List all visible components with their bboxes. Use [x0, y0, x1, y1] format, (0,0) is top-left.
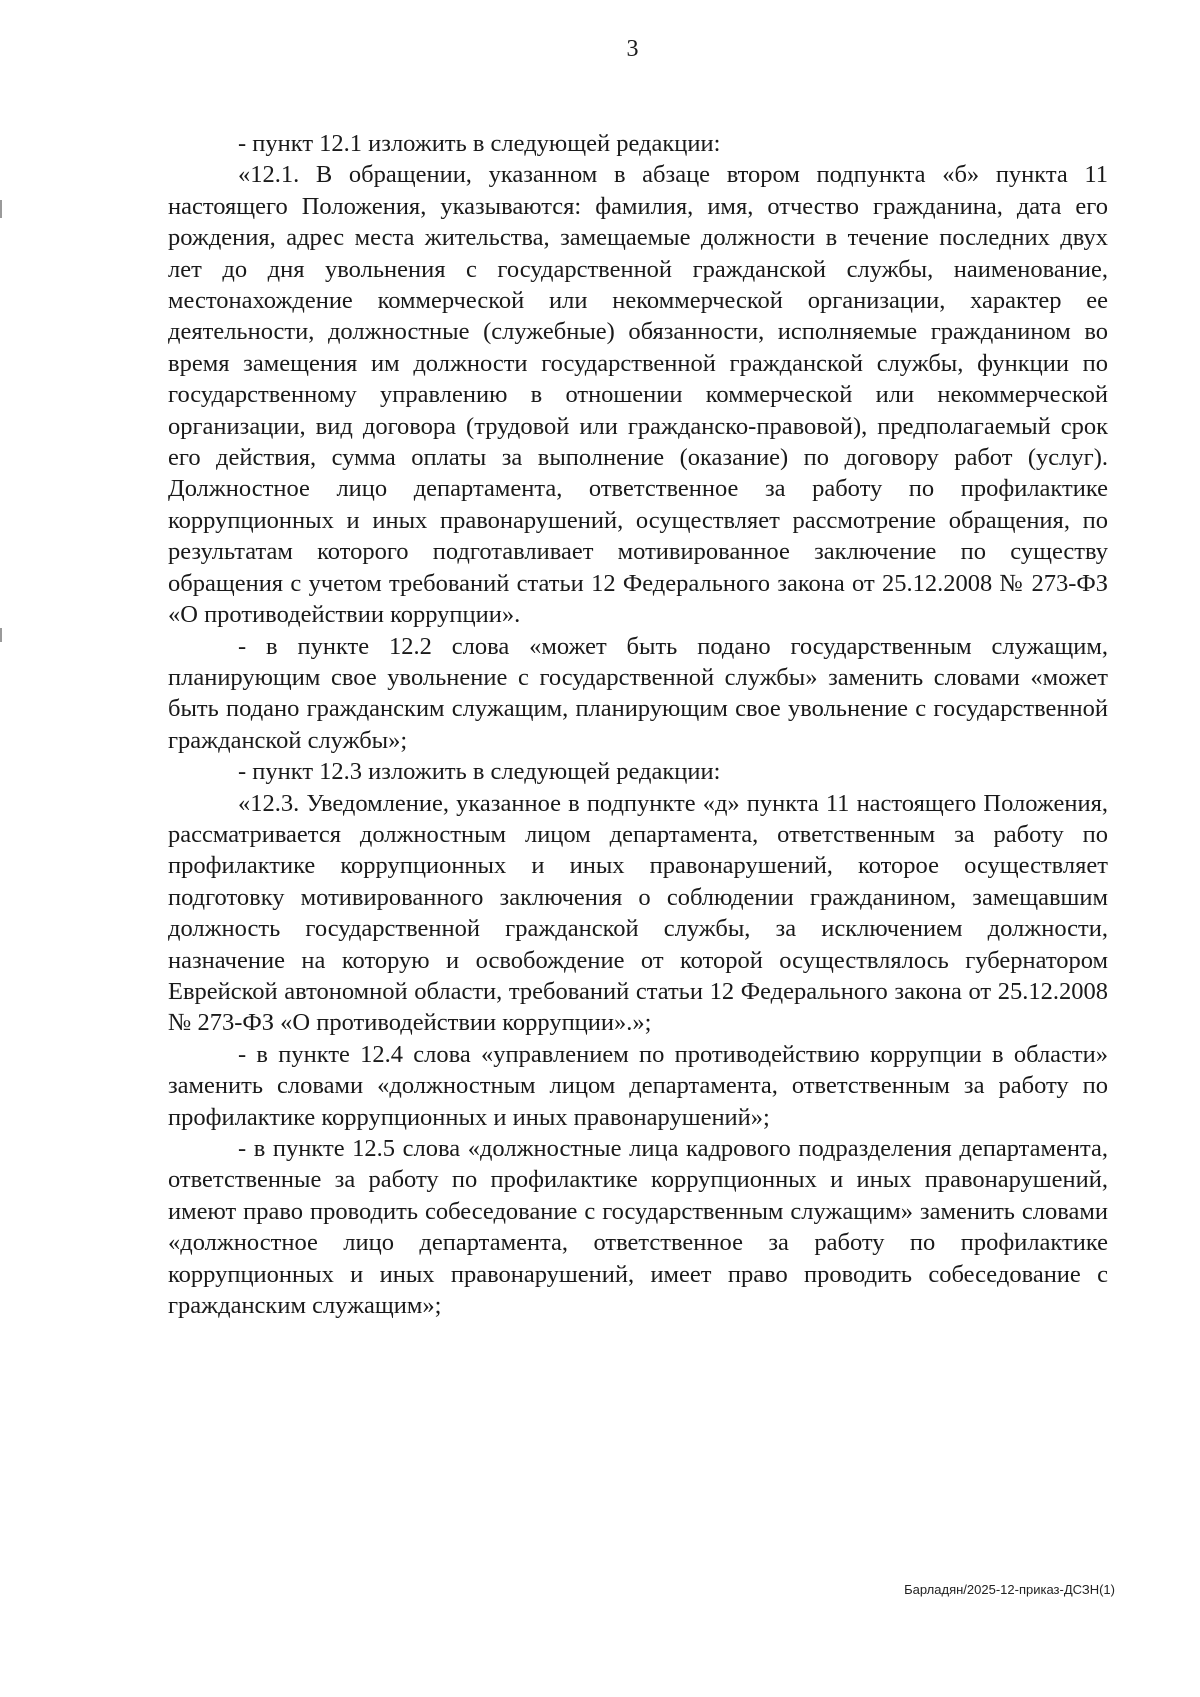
paragraph-item-12-1-text: «12.1. В обращении, указанном в абзаце втором подпункта «б» пункта 11 настоящего Положения, указываются: фамилия, имя, отчество гражданина, дата его рождения, адрес места жительства, замещаемые должности в течение последних двух лет до дня увольнения с государственной гражданской службы, наименование, местонахождение коммерческой или некоммерческой организации, характер ее деятельности, должностные (служебные) обязанности, исполняемые гражданином во время замещения им должности государственной гражданской службы, функции по государственному управлению в отношении коммерческой или некоммерческой организации, вид договора (трудовой или гражданско-правовой), предполагаемый срок его действия, сумма оплаты за выполнение (оказание) по договору работ (услуг). Должностное лицо департамента, ответственное за работу по профилактике коррупционных и иных правонарушений, осуществляет рассмотрение обращения, по результатам которого подготавливает мотивированное заключение по существу обращения с учетом требований статьи 12 Федерального закона от 25.12.2008 № 273-ФЗ «О противодействии коррупции».: [168, 161, 1108, 629]
paragraph-item-12-3-text: «12.3. Уведомление, указанное в подпункте «д» пункта 11 настоящего Положения, рассматривается должностным лицом департамента, ответственным за работу по профилактике коррупционных и иных правонарушений, которое осуществляет подготовку мотивированного заключения о соблюдении гражданином, замещавшим должность государственной гражданской службы, за исключением должности, назначение на которую и освобождение от которой осуществлялось губернатором Еврейской автономной области, требований статьи 12 Федерального закона от 25.12.2008 № 273-ФЗ «О противодействии коррупции».»;: [168, 789, 1108, 1037]
document-body: [168, 128, 1108, 1321]
paragraph-item-12-5: - в пункте 12.5 слова «должностные лица кадрового подразделения департамента, ответственные за работу по профилактике коррупционных и иных правонарушений, имеют право проводить собеседование с государственным служащим» заменить словами «должностное лицо департамента, ответственное за работу по профилактике коррупционных и иных правонарушений, имеет право проводить собеседование с гражданским служащим»;: [168, 1135, 1108, 1320]
paragraph-item-12-3-intro: - пункт 12.3 изложить в следующей редакции:: [238, 758, 721, 786]
paragraph-item-12-4: - в пункте 12.4 слова «управлением по противодействию коррупции в области» заменить словами «должностным лицом департамента, ответственным за работу по профилактике коррупционных и иных правонарушений»;: [168, 1040, 1108, 1131]
document-footer-code: Барладян/2025-12-приказ-ДСЗН(1): [904, 1582, 1115, 1597]
page-number: 3: [626, 36, 639, 62]
scan-edge-mark-top: [0, 200, 2, 218]
paragraph-item-12-2: - в пункте 12.2 слова «может быть подано государственным служащим, планирующим свое увольнение с государственной службы» заменить словами «может быть подано гражданским служащим, планирующим свое увольнение с государственной гражданской службы»;: [168, 632, 1108, 754]
paragraph-item-12-1-intro: - пункт 12.1 изложить в следующей редакции:: [238, 130, 721, 157]
scan-edge-mark-middle: [0, 628, 2, 642]
